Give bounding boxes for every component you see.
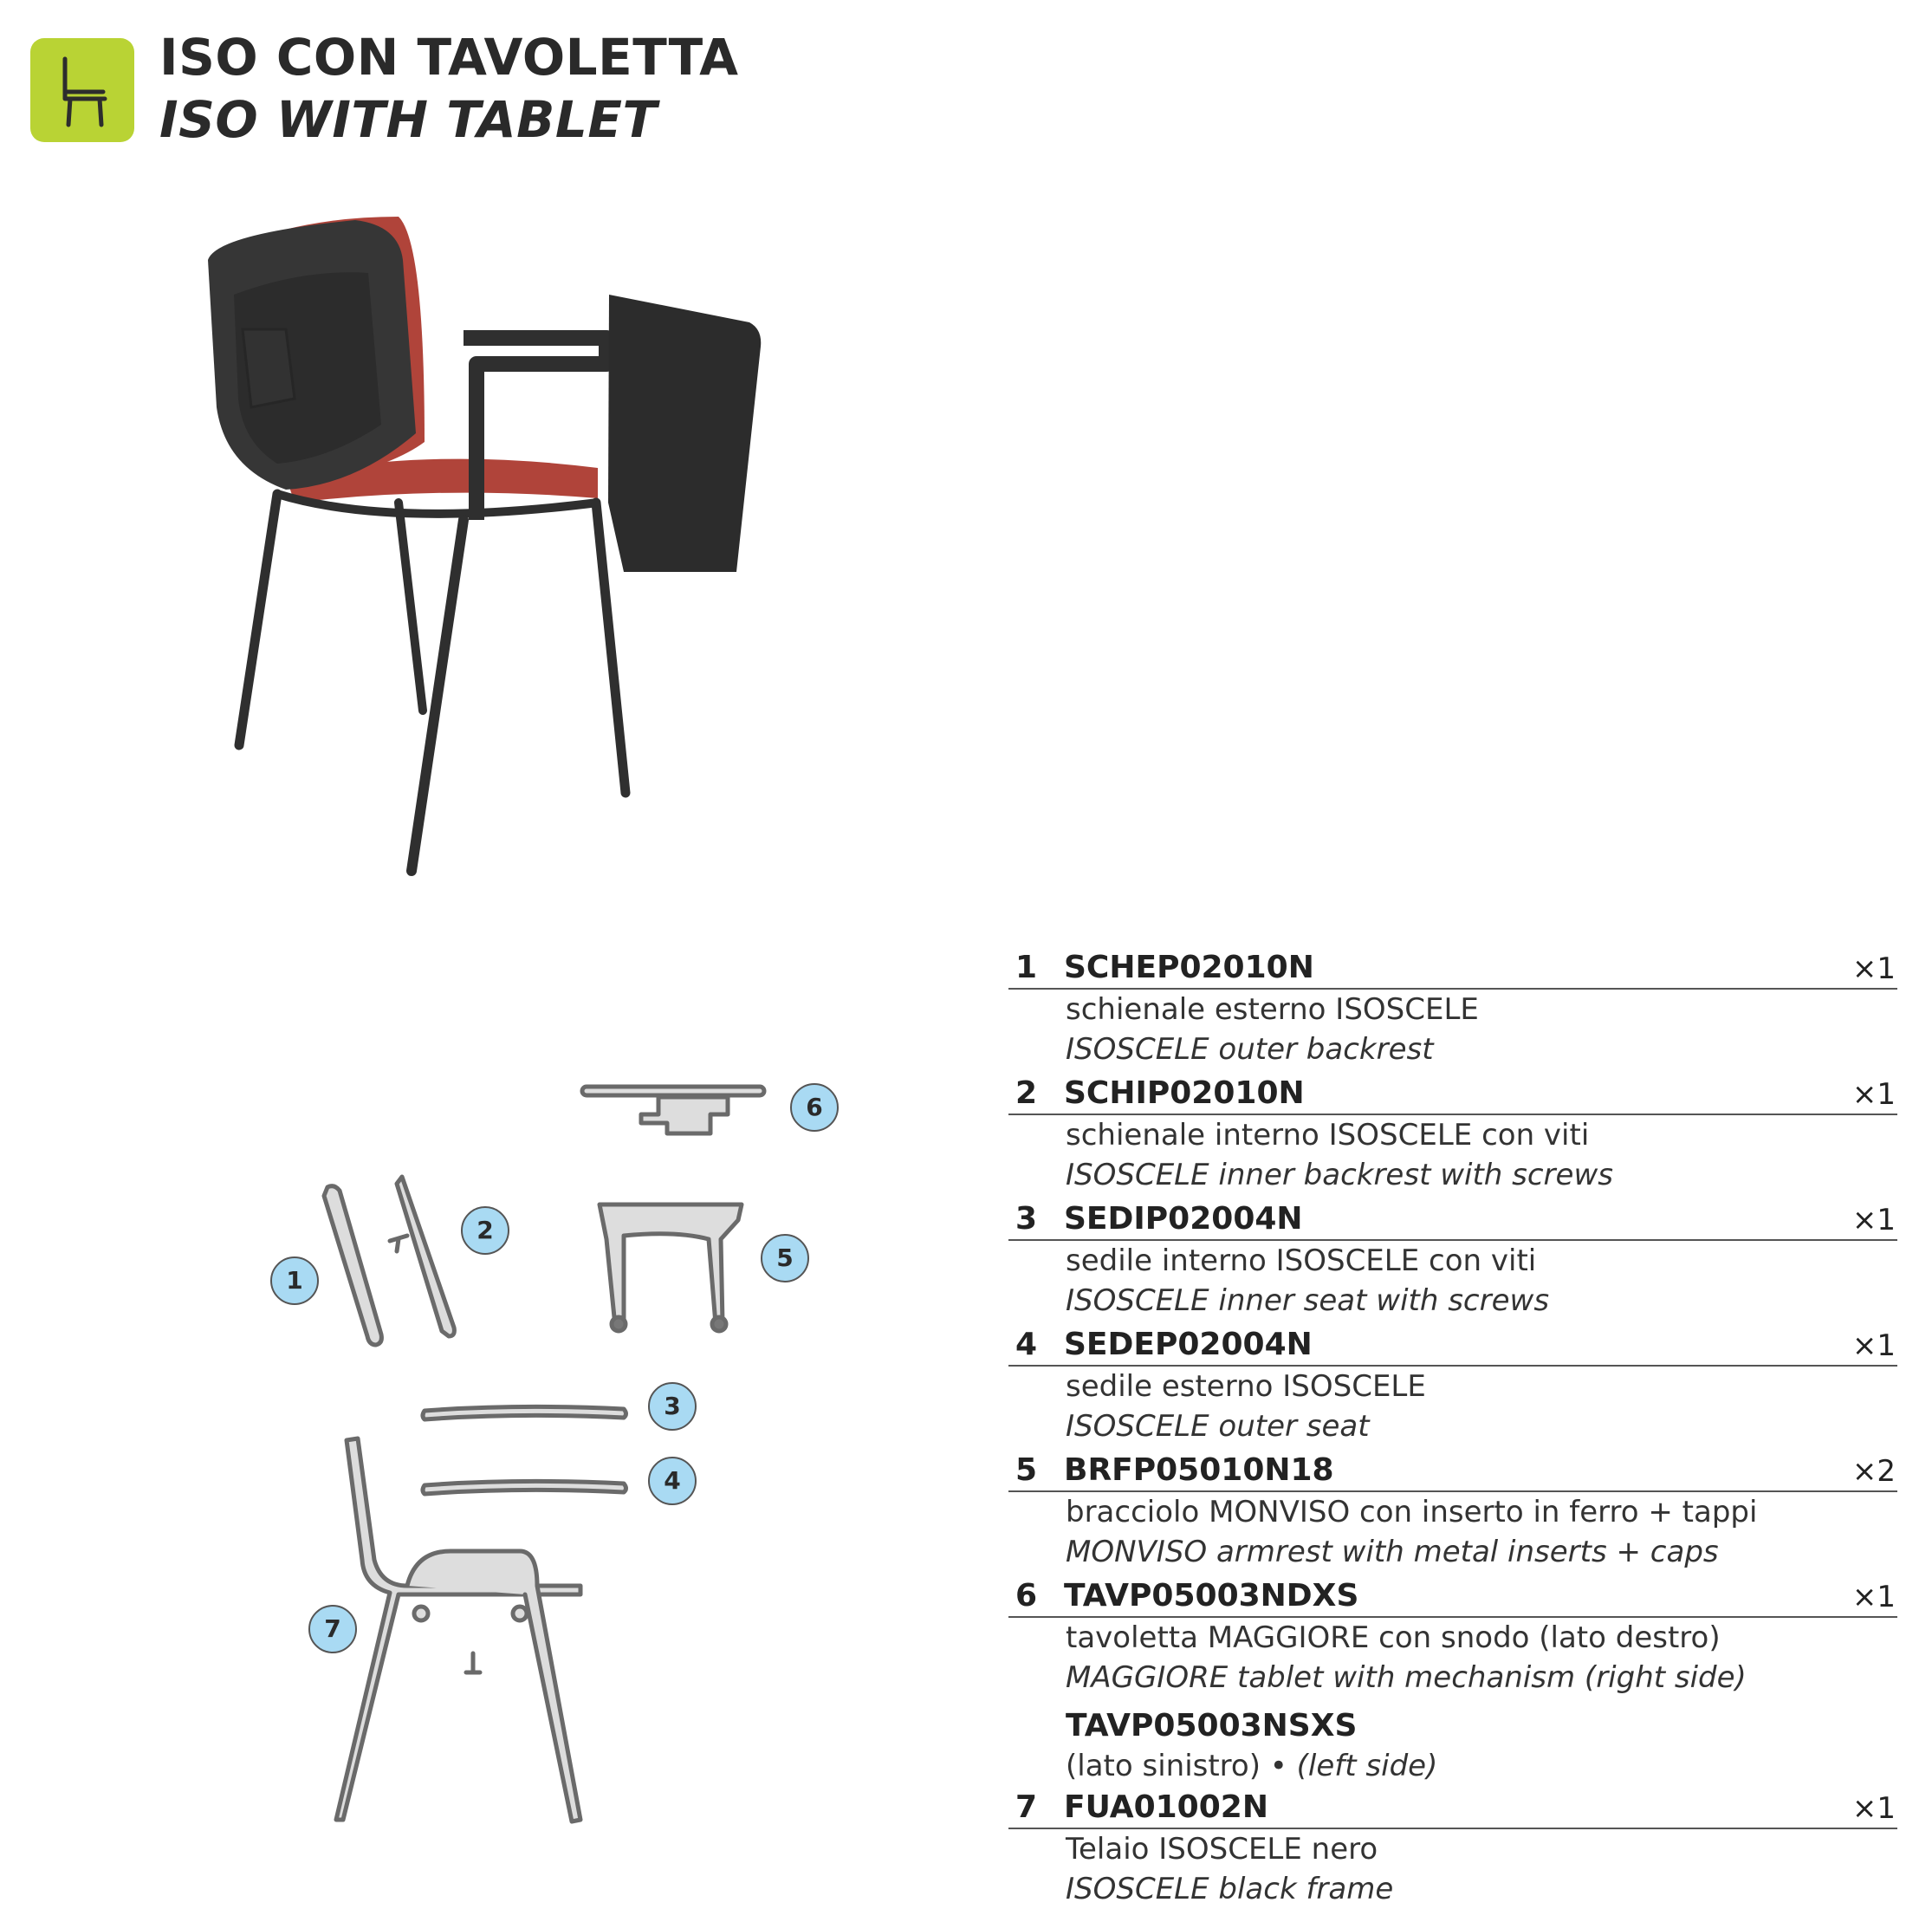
part-quantity: ×2	[1851, 1454, 1896, 1489]
part-code: SCHEP02010N	[1064, 950, 1314, 985]
description-italian: Telaio ISOSCELE nero	[1066, 1832, 1378, 1867]
callout-3: 3	[648, 1382, 697, 1431]
screw	[466, 1653, 480, 1672]
description-english: ISOSCELE outer seat	[1066, 1409, 1370, 1444]
part-row	[1008, 1198, 1897, 1323]
part-number: 4	[1015, 1327, 1038, 1362]
part-description	[1066, 1115, 1897, 1195]
description-english: ISOSCELE inner backrest with screws	[1066, 1158, 1613, 1192]
description-english: MAGGIORE tablet with mechanism (right side)	[1066, 1660, 1747, 1695]
part-row	[1008, 1323, 1897, 1449]
description-english: ISOSCELE black frame	[1066, 1872, 1394, 1906]
product-photo	[182, 208, 788, 884]
part-header	[1008, 1323, 1897, 1367]
description-english: MONVISO armrest with metal inserts + caps	[1066, 1535, 1719, 1569]
part-description	[1066, 990, 1897, 1069]
alternate-description	[1066, 1746, 1897, 1786]
part-description	[1066, 1492, 1897, 1572]
part-header	[1008, 1575, 1897, 1618]
alternate-part-code: TAVP05003NSXS	[1066, 1708, 1358, 1743]
chair-icon	[30, 38, 134, 142]
part-number: 6	[1015, 1578, 1038, 1614]
part-6-tablet	[582, 1087, 764, 1095]
part-description	[1066, 1367, 1897, 1446]
part-code: FUA01002N	[1064, 1789, 1268, 1825]
part-1-outer-backrest	[324, 1186, 381, 1345]
description-english: ISOSCELE outer backrest	[1066, 1032, 1434, 1067]
parts-list	[1008, 946, 1897, 1907]
exploded-diagram	[260, 1066, 866, 1846]
part-row	[1008, 1449, 1897, 1575]
part-6-mechanism	[641, 1097, 728, 1133]
rear-left-leg	[239, 494, 277, 745]
category-badge	[30, 38, 134, 142]
part-header	[1008, 946, 1897, 990]
description-italian: bracciolo MONVISO con inserto in ferro + tappi	[1066, 1495, 1758, 1529]
description-italian: schienale esterno ISOSCELE	[1066, 992, 1479, 1027]
part-number: 7	[1015, 1789, 1038, 1825]
callout-7: 7	[308, 1605, 357, 1653]
part-code: SCHIP02010N	[1064, 1075, 1305, 1111]
description-italian: tavoletta MAGGIORE con snodo (lato destro)	[1066, 1620, 1721, 1655]
description-italian: schienale interno ISOSCELE con viti	[1066, 1118, 1590, 1153]
part-quantity: ×1	[1851, 951, 1896, 986]
part-5-armrest	[600, 1204, 742, 1326]
frame-joint	[414, 1607, 428, 1620]
part-quantity: ×1	[1851, 1328, 1896, 1363]
frame-joint	[513, 1607, 527, 1620]
part-description	[1066, 1241, 1897, 1321]
callout-5: 5	[761, 1234, 809, 1282]
part-number: 5	[1015, 1452, 1038, 1488]
part-row	[1008, 1575, 1897, 1786]
part-code: BRFP05010N18	[1064, 1452, 1334, 1488]
callout-1: 1	[270, 1256, 319, 1305]
callout-4: 4	[648, 1457, 697, 1505]
part-quantity: ×1	[1851, 1791, 1896, 1826]
callout-2: 2	[461, 1206, 509, 1255]
part-header	[1008, 1198, 1897, 1241]
writing-tablet	[608, 295, 761, 572]
part-quantity: ×1	[1851, 1203, 1896, 1237]
rear-right-leg	[399, 503, 423, 711]
part-header	[1008, 1786, 1897, 1829]
screw	[390, 1236, 407, 1251]
part-4-outer-seat	[423, 1481, 626, 1494]
alternate-italian: (lato sinistro) •	[1066, 1749, 1287, 1783]
armrest-cap	[612, 1317, 626, 1331]
part-header	[1008, 1449, 1897, 1492]
part-row	[1008, 1786, 1897, 1907]
part-code: SEDEP02004N	[1064, 1327, 1313, 1362]
part-code: TAVP05003NDXS	[1064, 1578, 1359, 1614]
part-number: 1	[1015, 950, 1038, 985]
part-header	[1008, 1072, 1897, 1115]
description-english: ISOSCELE inner seat with screws	[1066, 1283, 1550, 1318]
part-row	[1008, 946, 1897, 1072]
backrest-detail	[243, 329, 295, 407]
description-italian: sedile interno ISOSCELE con viti	[1066, 1243, 1537, 1278]
alternate-english: (left side)	[1296, 1749, 1438, 1783]
part-code: SEDIP02004N	[1064, 1201, 1303, 1237]
description-italian: sedile esterno ISOSCELE	[1066, 1369, 1426, 1404]
part-number: 3	[1015, 1201, 1038, 1237]
callout-6: 6	[790, 1083, 839, 1132]
title-english: ISO WITH TABLET	[159, 90, 658, 149]
part-description	[1066, 1829, 1897, 1909]
title-italian: ISO CON TAVOLETTA	[159, 28, 739, 87]
armrest-cap	[712, 1317, 726, 1331]
part-3-inner-seat	[423, 1406, 626, 1419]
part-row	[1008, 1072, 1897, 1198]
part-quantity: ×1	[1851, 1077, 1896, 1112]
part-description	[1066, 1618, 1897, 1698]
part-number: 2	[1015, 1075, 1038, 1111]
part-quantity: ×1	[1851, 1580, 1896, 1614]
part-2-inner-backrest	[397, 1177, 454, 1336]
page-title	[159, 26, 739, 151]
